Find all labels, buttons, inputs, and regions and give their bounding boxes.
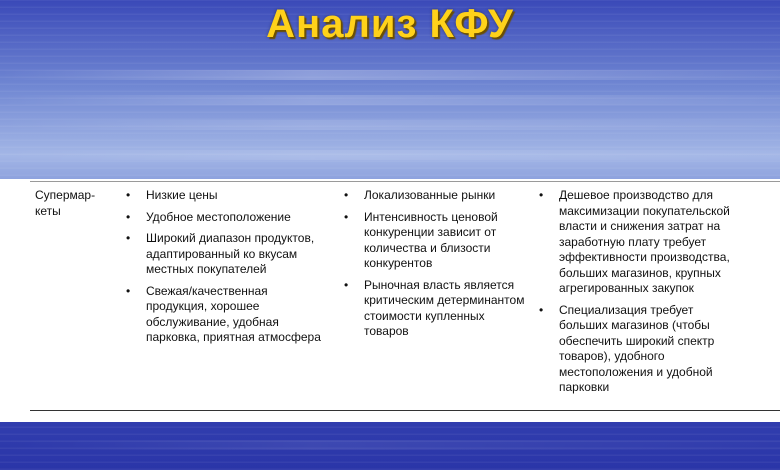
kfu-column-2 <box>340 188 525 346</box>
background-wave <box>0 120 780 130</box>
kfu-column-1 <box>122 188 332 352</box>
table-bottom-rule <box>30 410 780 411</box>
list-item <box>535 188 740 297</box>
background-wave <box>0 95 780 105</box>
bullet-icon: • <box>126 209 131 224</box>
bullet-icon: • <box>126 231 131 245</box>
bullet-icon: • <box>344 188 349 202</box>
bullet-icon: • <box>344 209 349 224</box>
table-top-rule <box>30 181 780 182</box>
row-label: Супермар- кеты <box>35 188 96 218</box>
kfu-column-3 <box>535 188 740 402</box>
bullet-icon: • <box>539 302 544 317</box>
list-item-text: Низкие цены <box>146 188 218 202</box>
list-item <box>122 284 332 346</box>
list-item <box>340 188 525 204</box>
list-item-text: Удобное местоположение <box>146 209 291 224</box>
list-item <box>535 303 740 396</box>
background-wave <box>0 70 780 80</box>
background-wave <box>0 150 780 160</box>
list-item <box>340 210 525 272</box>
bullet-icon: • <box>126 188 131 202</box>
list-item-text: Специализация требует больших магазинов (чтобы обеспечить широкий спектр товаров), удобного местоположения и удобной парковки <box>559 302 715 394</box>
list-item-text: Свежая/качественная продукция, хорошее обслуживание, удобная парковка, приятная атмосфера <box>146 283 321 344</box>
table-panel <box>0 179 780 422</box>
list-item-text: Локализованные рынки <box>364 188 496 202</box>
list-item-text: Широкий диапазон продуктов, адаптированный ко вкусам местных покупателей <box>146 231 315 276</box>
list-item-text: Рыночная власть является критическим детерминантом стоимости купленных товаров <box>364 277 525 338</box>
list-item <box>122 188 332 204</box>
list-item-text: Интенсивность ценовой конкуренции зависит от количества и близости конкурентов <box>364 209 498 270</box>
bullet-icon: • <box>539 188 544 202</box>
slide-title: Анализ КФУ <box>266 2 514 46</box>
list-item <box>340 278 525 340</box>
background-wave <box>0 440 780 450</box>
bullet-icon: • <box>344 277 349 292</box>
bullet-icon: • <box>126 283 131 298</box>
list-item-text: Дешевое производство для максимизации покупательской власти и снижения затрат на заработную плату требует эффективности производства, больших магазинов, крупных агрегированных закупок <box>559 188 730 295</box>
list-item <box>122 210 332 226</box>
list-item <box>122 231 332 278</box>
